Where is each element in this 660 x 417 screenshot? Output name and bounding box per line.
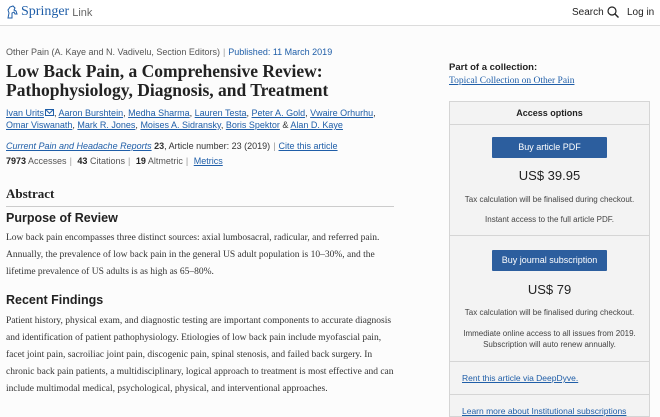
article-meta — [6, 47, 332, 57]
search-button[interactable] — [572, 6, 619, 18]
pdf-price: US$ 39.95 — [518, 168, 581, 183]
article-title: Low Back Pain, a Comprehensive Review: Pathophysiology, Diagnosis, and Treatment — [6, 61, 329, 100]
panel-divider — [450, 235, 649, 236]
access-options-heading: Access options — [450, 102, 649, 125]
abstract-heading: Abstract — [6, 186, 55, 201]
buy-subscription-button[interactable]: Buy journal subscription — [492, 250, 607, 271]
meta-separator: | — [222, 47, 226, 57]
brand-name: Springer — [21, 4, 70, 19]
cite-article-link[interactable]: Cite this article — [278, 141, 338, 151]
subscription-renew-note: Subscription will auto renew annually. — [483, 340, 616, 349]
springer-horse-icon — [6, 5, 19, 19]
author-list: Ivan Urits , Aaron Burshtein, Medha Sharma, Lauren Testa, Peter A. Gold, Vwaire Orhurhu, Omar Viswanath, Mark R. Jones, Moises A. Sidransky, Boris Spektor & Alan D. Kaye — [6, 108, 376, 130]
author-and: & — [282, 120, 289, 130]
author-link[interactable]: Medha Sharma — [128, 108, 190, 118]
findings-paragraph: Patient history, physical exam, and diagnostic testing are important components to accurate diagnosis and identification of patient pathophysiology. Etiologies of low back pain include myofascial pain, facet joint pain, sacroiliac joint pain, discogenic pain, spinal stenosis, and failed back surgery. In chronic back pain patients, a multidisciplinary, logical approach to treatment is most effective and can include multimodal medical, psychological, physical, and interventional approaches. — [6, 316, 394, 394]
author-link[interactable]: Lauren Testa — [194, 108, 247, 118]
metrics-link[interactable]: Metrics — [193, 156, 223, 166]
citations-count: 43 — [77, 156, 88, 166]
author-link[interactable]: Peter A. Gold — [251, 108, 306, 118]
site-header — [0, 0, 660, 26]
author-link[interactable]: Aaron Burshtein — [58, 108, 124, 118]
volume: 23 — [154, 141, 165, 151]
mail-icon[interactable] — [45, 109, 54, 116]
tax-note: Tax calculation will be finalised during checkout. — [464, 308, 635, 317]
author-link[interactable]: Boris Spektor — [225, 120, 280, 130]
citations-label: Citations — [89, 156, 125, 166]
altmetric-count: 19 — [135, 156, 146, 166]
author-link[interactable]: Mark R. Jones — [77, 120, 136, 130]
author-link[interactable]: Omar Viswanath — [6, 120, 73, 130]
search-icon — [607, 6, 619, 18]
published-date: Published: 11 March 2019 — [228, 47, 333, 57]
purpose-paragraph: Low back pain encompasses three distinct sources: axial lumbosacral, radicular, and referred pain. Annually, the prevalence of low back pain in the general US adult population is 10–30%, and the lifetime prevalence of US adults is as high as 65–80%. — [6, 233, 380, 277]
article-number: , Article number: 23 (2019) — [164, 141, 271, 151]
search-label: Search — [572, 6, 604, 18]
accesses-count: 7973 — [6, 156, 27, 166]
springer-link-logo[interactable] — [6, 4, 92, 20]
author-link[interactable]: Ivan Urits — [6, 108, 45, 118]
purpose-heading: Purpose of Review — [6, 211, 118, 225]
brand-suffix: Link — [72, 7, 93, 19]
panel-divider — [450, 394, 649, 395]
subscription-note: Immediate online access to all issues from 2019. — [463, 329, 636, 338]
buy-pdf-button[interactable]: Buy article PDF — [492, 137, 607, 158]
access-options-panel — [449, 101, 650, 417]
author-link[interactable]: Alan D. Kaye — [290, 120, 343, 130]
section-editors: Other Pain (A. Kaye and N. Vadivelu, Section Editors) — [6, 47, 220, 57]
metrics-bar — [6, 156, 223, 166]
journal-link[interactable]: Current Pain and Headache Reports — [6, 141, 152, 151]
login-link[interactable]: Log in — [627, 7, 655, 18]
author-link[interactable]: Vwaire Orhurhu — [310, 108, 374, 118]
subscription-price: US$ 79 — [527, 282, 572, 297]
citation-line — [6, 141, 338, 151]
pdf-access-note: Instant access to the full article PDF. — [485, 215, 614, 224]
abstract-divider — [6, 206, 394, 207]
accesses-label: Accesses — [28, 156, 67, 166]
metrics-separator: | — [127, 156, 131, 166]
metrics-separator: | — [185, 156, 189, 166]
panel-divider — [450, 361, 649, 362]
metrics-separator: | — [69, 156, 72, 166]
institutional-subscriptions-link[interactable]: Learn more about Institutional subscriptions — [462, 406, 627, 416]
findings-heading: Recent Findings — [6, 293, 104, 307]
author-link[interactable]: Moises A. Sidransky — [140, 120, 221, 130]
collection-link[interactable]: Topical Collection on Other Pain — [449, 76, 575, 86]
altmetric-label: Altmetric — [147, 156, 183, 166]
rent-deepdyve-link[interactable]: Rent this article via DeepDyve. — [462, 373, 579, 383]
tax-note: Tax calculation will be finalised during checkout. — [464, 195, 635, 204]
collection-label: Part of a collection: — [449, 62, 538, 73]
cite-separator: | — [273, 141, 276, 151]
